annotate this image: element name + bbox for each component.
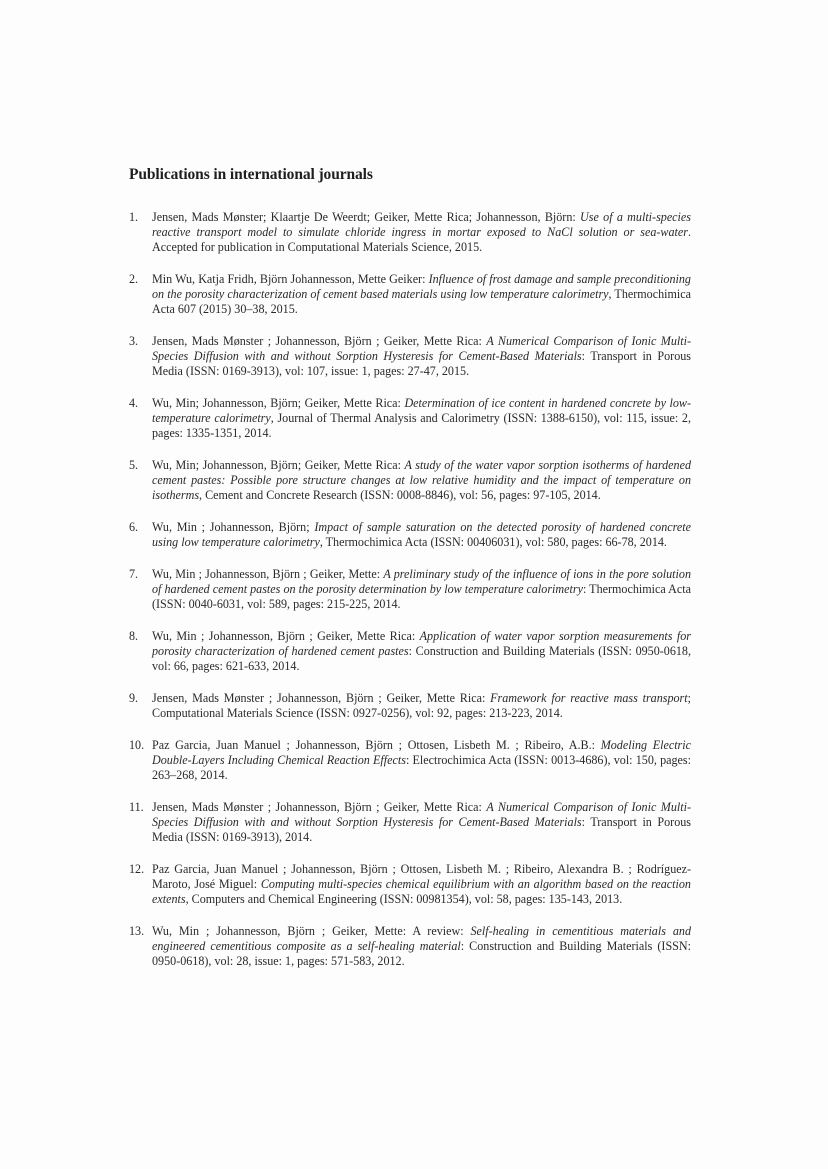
- publication-authors: Paz Garcia, Juan Manuel ; Johannesson, Björn ; Ottosen, Lisbeth M. ; Ribeiro, A.B.:: [152, 738, 601, 752]
- publication-number: 7.: [129, 567, 139, 581]
- publication-authors: Min Wu, Katja Fridh, Björn Johannesson, Mette Geiker:: [152, 272, 429, 286]
- publication-title: Framework for reactive mass transport: [490, 691, 688, 705]
- publication-source: : Transport in Porous Media (ISSN: 0169-3913), vol: 107, issue: 1, pages: 27-47, 2015.: [152, 349, 691, 378]
- publication-source: . Accepted for publication in Computational Materials Science, 2015.: [152, 225, 691, 254]
- publication-number: 4.: [129, 396, 139, 410]
- publication-text: [152, 567, 691, 611]
- publication-text: [152, 629, 691, 673]
- publication-number: 13.: [129, 924, 145, 938]
- publication-authors: Jensen, Mads Mønster; Klaartje De Weerdt; Geiker, Mette Rica; Johannesson, Björn:: [152, 210, 581, 224]
- publication-title: Influence of frost damage and sample preconditioning on the porosity characterization of cement based materials using low temperature calorimetry: [152, 272, 691, 301]
- publication-item: [129, 396, 691, 441]
- publication-number: 2.: [129, 272, 139, 286]
- publication-authors: Wu, Min ; Johannesson, Björn;: [152, 520, 315, 534]
- publication-item: [129, 800, 691, 845]
- publication-item: [129, 691, 691, 721]
- publication-item: [129, 334, 691, 379]
- publication-title: Modeling Electric Double-Layers Including Chemical Reaction Effects: [152, 738, 691, 767]
- publication-title: A Numerical Comparison of Ionic Multi-Species Diffusion with and without Sorption Hysteresis for Cement-Based Materials: [152, 800, 691, 829]
- publication-title: Impact of sample saturation on the detected porosity of hardened concrete using low temperature calorimetry: [152, 520, 691, 549]
- publication-authors: Wu, Min ; Johannesson, Björn ; Geiker, Mette:: [152, 567, 384, 581]
- publication-source: , Thermochimica Acta 607 (2015) 30–38, 2015.: [152, 287, 691, 316]
- publication-item: [129, 862, 691, 907]
- publication-source: , Journal of Thermal Analysis and Calorimetry (ISSN: 1388-6150), vol: 115, issue: 2, pages: 1335-1351, 2014.: [152, 411, 691, 440]
- publication-title: Application of water vapor sorption measurements for porosity characterization of hardened cement pastes: [152, 629, 691, 658]
- publication-item: [129, 738, 691, 783]
- publication-number: 11.: [129, 800, 144, 814]
- publication-text: [152, 334, 691, 378]
- publication-text: [152, 210, 691, 254]
- publication-authors: Wu, Min ; Johannesson, Björn ; Geiker, Mette Rica:: [152, 629, 420, 643]
- publication-source: : Thermochimica Acta (ISSN: 0040-6031, vol: 589, pages: 215-225, 2014.: [152, 582, 691, 611]
- publication-list: [129, 210, 691, 969]
- publication-authors: Wu, Min ; Johannesson, Björn ; Geiker, Mette: A review:: [152, 924, 471, 938]
- publication-authors: Jensen, Mads Mønster ; Johannesson, Björn ; Geiker, Mette Rica:: [152, 334, 487, 348]
- publication-text: [152, 458, 691, 502]
- publication-item: [129, 567, 691, 612]
- publication-item: [129, 458, 691, 503]
- publication-text: [152, 924, 691, 968]
- publication-authors: Wu, Min; Johannesson, Björn; Geiker, Mette Rica:: [152, 458, 405, 472]
- publication-text: [152, 738, 691, 782]
- publication-title: A Numerical Comparison of Ionic Multi-Species Diffusion with and without Sorption Hysteresis for Cement-Based Materials: [152, 334, 691, 363]
- publication-text: [152, 691, 691, 720]
- publication-item: [129, 210, 691, 255]
- publication-number: 6.: [129, 520, 139, 534]
- publication-text: [152, 396, 691, 440]
- section-heading: Publications in international journals: [129, 166, 373, 183]
- publication-source: ; Computational Materials Science (ISSN: 0927-0256), vol: 92, pages: 213-223, 2014.: [152, 691, 691, 720]
- publication-source: : Electrochimica Acta (ISSN: 0013-4686), vol: 150, pages: 263–268, 2014.: [152, 753, 691, 782]
- publication-source: : Construction and Building Materials (ISSN: 0950-0618, vol: 66, pages: 621-633, 2014.: [152, 644, 691, 673]
- publication-item: [129, 924, 691, 969]
- publication-item: [129, 272, 691, 317]
- publication-number: 1.: [129, 210, 139, 224]
- publication-text: [152, 862, 691, 906]
- publication-authors: Wu, Min; Johannesson, Björn; Geiker, Mette Rica:: [152, 396, 405, 410]
- publication-number: 3.: [129, 334, 139, 348]
- publication-number: 10.: [129, 738, 145, 752]
- publication-number: 12.: [129, 862, 145, 876]
- publication-text: [152, 272, 691, 316]
- publication-authors: Jensen, Mads Mønster ; Johannesson, Björn ; Geiker, Mette Rica:: [152, 691, 491, 705]
- publication-title: Determination of ice content in hardened concrete by low-temperature calorimetry: [152, 396, 691, 425]
- publication-title: A study of the water vapor sorption isotherms of hardened cement pastes: Possible pore structure changes at low relative humidity and the impact of temperature on isotherms: [152, 458, 691, 502]
- publication-text: [152, 800, 691, 844]
- publication-source: : Transport in Porous Media (ISSN: 0169-3913), 2014.: [152, 815, 691, 844]
- publication-title: Computing multi-species chemical equilibrium with an algorithm based on the reaction extents: [152, 877, 691, 906]
- publication-number: 9.: [129, 691, 139, 705]
- publication-number: 8.: [129, 629, 139, 643]
- publication-number: 5.: [129, 458, 139, 472]
- publication-source: , Thermochimica Acta (ISSN: 00406031), vol: 580, pages: 66-78, 2014.: [319, 535, 667, 549]
- publication-item: [129, 629, 691, 674]
- publication-text: [152, 520, 691, 549]
- publication-source: : Construction and Building Materials (ISSN: 0950-0618), vol: 28, issue: 1, pages: 571-583, 2012.: [152, 939, 691, 968]
- publication-title: Self-healing in cementitious materials and engineered cementitious composite as a self-healing material: [152, 924, 691, 953]
- publication-title: A preliminary study of the influence of ions in the pore solution of hardened cement pastes on the porosity determination by low temperature calorimetry: [152, 567, 691, 596]
- publication-authors: Paz Garcia, Juan Manuel ; Johannesson, Björn ; Ottosen, Lisbeth M. ; Ribeiro, Alexandra B. ; Rodríguez-Maroto, José Miguel:: [152, 862, 691, 891]
- publication-source: , Cement and Concrete Research (ISSN: 0008-8846), vol: 56, pages: 97-105, 2014.: [199, 488, 601, 502]
- publication-authors: Jensen, Mads Mønster ; Johannesson, Björn ; Geiker, Mette Rica:: [152, 800, 487, 814]
- publication-source: , Computers and Chemical Engineering (ISSN: 00981354), vol: 58, pages: 135-143, 2013.: [185, 892, 623, 906]
- publication-item: [129, 520, 691, 550]
- publication-title: Use of a multi-species reactive transport model to simulate chloride ingress in mortar exposed to NaCl solution or sea-water: [152, 210, 691, 239]
